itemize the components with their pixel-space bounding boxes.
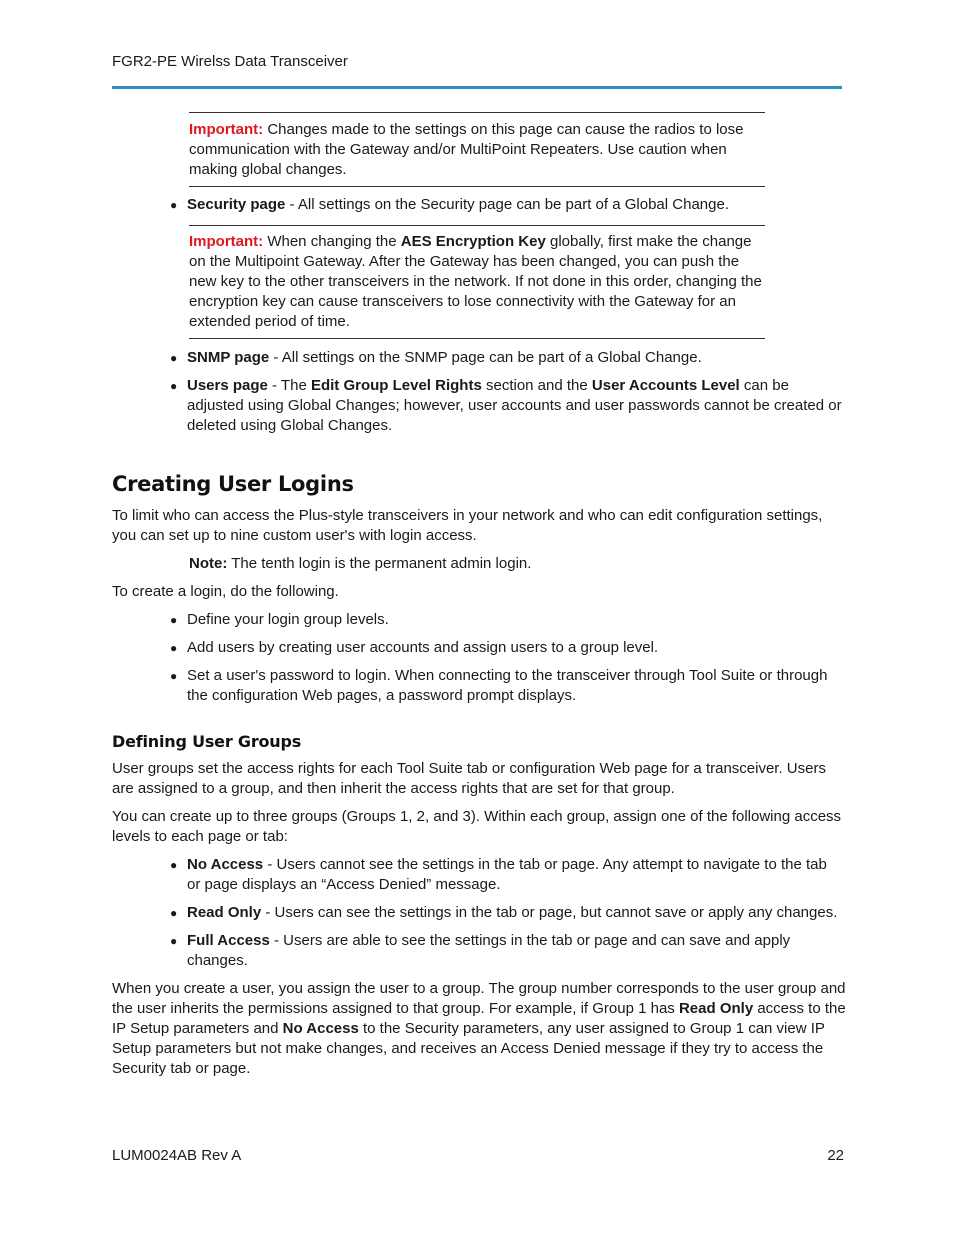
access-level-no-access [170, 855, 842, 895]
step-item [170, 610, 842, 630]
important-label: Important: [189, 233, 264, 250]
footer-document-id: LUM0024AB Rev A [112, 1147, 242, 1164]
footer-page-number: 22 [827, 1147, 844, 1164]
list-item-text: - All settings on the Security page can be part of a Global Change. [285, 196, 729, 213]
step-text: Set a user's password to login. When connecting to the transceiver through Tool Suite or through the configuration Web pages, a password prompt displays. [187, 667, 828, 704]
subsection-heading-defining-user-groups: Defining User Groups [112, 732, 302, 751]
section2-paragraph-2: You can create up to three groups (Groups 1, 2, and 3). Within each group, assign one of the following access levels to each page or tab: [112, 808, 842, 845]
step-item [170, 666, 842, 706]
bullet-dot: ● [170, 198, 178, 212]
bullet-dot: ● [170, 934, 178, 948]
section2-paragraph-1: User groups set the access rights for each Tool Suite tab or configuration Web page for a transceiver. Users are assigned to a group, and then inherit the access rights that are set for that group. [112, 760, 826, 797]
bullet-dot: ● [170, 669, 178, 683]
section1-intro: To limit who can access the Plus-style transceivers in your network and who can edit configuration settings, you can set up to nine custom user's with login access. [112, 507, 823, 544]
note-text: The tenth login is the permanent admin login. [227, 555, 532, 572]
important-label: Important: [189, 121, 264, 138]
access-level-text: - Users can see the settings in the tab or page, but cannot save or apply any changes. [261, 904, 838, 921]
access-level-read-only [170, 903, 847, 923]
note-label: Note: [189, 555, 228, 572]
list-item-snmp-page [170, 348, 847, 368]
step-text: Add users by creating user accounts and assign users to a group level. [187, 639, 659, 656]
access-level-text: - Users cannot see the settings in the tab or page. Any attempt to navigate to the tab or page displays an “Access Denied” message. [187, 856, 827, 893]
access-level-text: - Users are able to see the settings in the tab or page and can save and apply changes. [187, 932, 791, 969]
important-text: When changing the [263, 233, 401, 250]
access-level-term: Read Only [187, 904, 262, 921]
note [189, 554, 839, 574]
list-item-text: can be adjusted using Global Changes; however, user accounts and user passwords cannot be created or deleted using Global Changes. [187, 377, 842, 434]
important-callout-aes-key [189, 225, 765, 339]
access-level-term: No Access [187, 856, 264, 873]
bullet-dot: ● [170, 613, 178, 627]
section-heading-creating-user-logins: Creating User Logins [112, 472, 354, 496]
list-item-users-page [170, 376, 847, 436]
access-level-full-access [170, 931, 807, 971]
important-text: Changes made to the settings on this page can cause the radios to lose communication with the Gateway and/or MultiPoint Repeaters. Use caution when making global changes. [189, 121, 744, 178]
bullet-dot: ● [170, 641, 178, 655]
step-item [170, 638, 842, 658]
list-item-bold: User Accounts Level [591, 377, 740, 394]
list-item-term: Security page [187, 196, 286, 213]
paragraph-text: access to the IP Setup parameters and [112, 1000, 846, 1037]
bullet-dot: ● [170, 906, 178, 920]
paragraph-text: to the Security parameters, any user assigned to Group 1 can view IP Setup parameters but not make changes, and receives an Access Denied message if they try to access the Security tab or page. [112, 1020, 825, 1077]
page-header-title: FGR2-PE Wirelss Data Transceiver [112, 53, 348, 70]
important-text: globally, first make the change on the Multipoint Gateway. After the Gateway has been changed, you can push the new key to the other transceivers in the network. If not done in this order, changing the encryption key can cause transceivers to lose connectivity with the Gateway for an extended period of time. [189, 233, 762, 330]
important-bold-term: AES Encryption Key [400, 233, 546, 250]
bullet-dot: ● [170, 858, 178, 872]
section2-paragraph-3 [112, 979, 847, 1079]
list-item-security-page [170, 195, 847, 215]
list-item-text: - The [267, 377, 311, 394]
paragraph-bold: No Access [282, 1020, 359, 1037]
header-divider [112, 86, 842, 89]
important-callout-changes [189, 112, 765, 187]
list-item-text: - All settings on the SNMP page can be part of a Global Change. [269, 349, 702, 366]
paragraph-text: When you create a user, you assign the user to a group. The group number corresponds to the user group and the user inherits the permissions assigned to that group. For example, if Group 1 has [112, 980, 846, 1017]
list-item-text: section and the [481, 377, 592, 394]
bullet-dot: ● [170, 379, 178, 393]
list-item-bold: Edit Group Level Rights [310, 377, 482, 394]
steps-intro: To create a login, do the following. [112, 583, 339, 600]
paragraph-bold: Read Only [678, 1000, 754, 1017]
list-item-term: Users page [187, 377, 268, 394]
access-level-term: Full Access [187, 932, 270, 949]
step-text: Define your login group levels. [187, 611, 389, 628]
bullet-dot: ● [170, 351, 178, 365]
list-item-term: SNMP page [187, 349, 270, 366]
